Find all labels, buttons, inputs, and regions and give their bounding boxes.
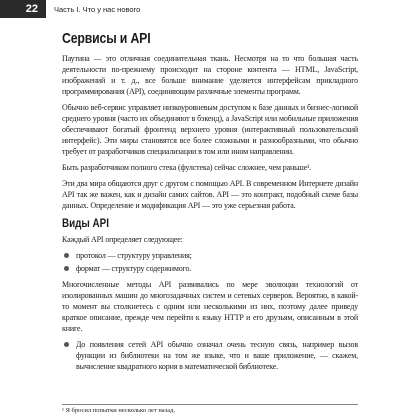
running-head: Часть I. Что у нас нового	[54, 4, 141, 14]
intro-line: Каждый API определяет следующее:	[62, 235, 183, 244]
page-header	[0, 0, 420, 18]
page-body	[62, 30, 358, 377]
list-item-text: формат — структуру содержимого.	[76, 264, 192, 273]
page-number: 22	[0, 0, 46, 18]
list-item	[62, 263, 358, 274]
paragraph-4: Эти два мира общаются друг с другом с помощью API. В современном Интернете дизайн API так же важен, как и дизайн самих сайтов. API — это контракт, подобный схеме базы данных. Определение и модификация API — это уже серьезная работа.	[62, 179, 358, 210]
paragraph-1: Паутина — это отличная соединительная ткань. Несмотря на то что большая часть деятельности по-прежнему происходит на стороне контента — HTML, JavaScript, изображений и т. д., все больше внимание уделяется интерфейсам прикладного программирования (API), соединяющим различные элементы программ.	[62, 54, 358, 96]
paragraph-3: Быть разработчиком полного стека (фулстека) сейчас сложнее, чем раньше¹.	[62, 163, 312, 172]
bullet-icon	[64, 266, 69, 271]
list-item	[62, 250, 358, 261]
bullet-icon	[64, 253, 69, 258]
list-item-text: протокол — структуру управления;	[76, 251, 192, 260]
paragraph-5: Многочисленные методы API развивались по мере эволюции технологий от изолированных машин до многозадачных систем и сетевых серверов. Вероятно, в какой-то момент вы столкнетесь с одним или несколькими из них, поэтому далее приведу краткое описание, прежде чем перейти к языку HTTP и его друзьям, описанным в этой книге.	[62, 280, 358, 333]
list-item	[62, 339, 358, 372]
api-kinds-list	[62, 339, 358, 372]
footnote: ¹ Я бросил попытки несколько лет назад.	[62, 404, 358, 415]
list-item-text: До появления сетей API обычно означал очень тесную связь, например вызов функции из библиотеки на том же языке, что и ваше приложение, — скажем, вычисление квадратного корня в математической библиотеке.	[76, 340, 358, 371]
subsection-title: Виды API	[62, 216, 109, 230]
paragraph-2: Обычно веб-сервис управляет низкоуровневым доступом к базе данных и бизнес-логикой среднего уровня (часто их объединяют в бэкенд), а JavaScript или мобильные приложения обеспечивают богатый фронтенд верхнего уровня (интерактивный пользовательский интерфейс). Эти миры становятся все более сложными и разнообразными, что обычно требует от разработчиков специализации в том или ином направлении.	[62, 103, 358, 156]
bullet-icon	[64, 342, 69, 347]
section-title: Сервисы и API	[62, 30, 151, 47]
definition-list	[62, 250, 358, 274]
